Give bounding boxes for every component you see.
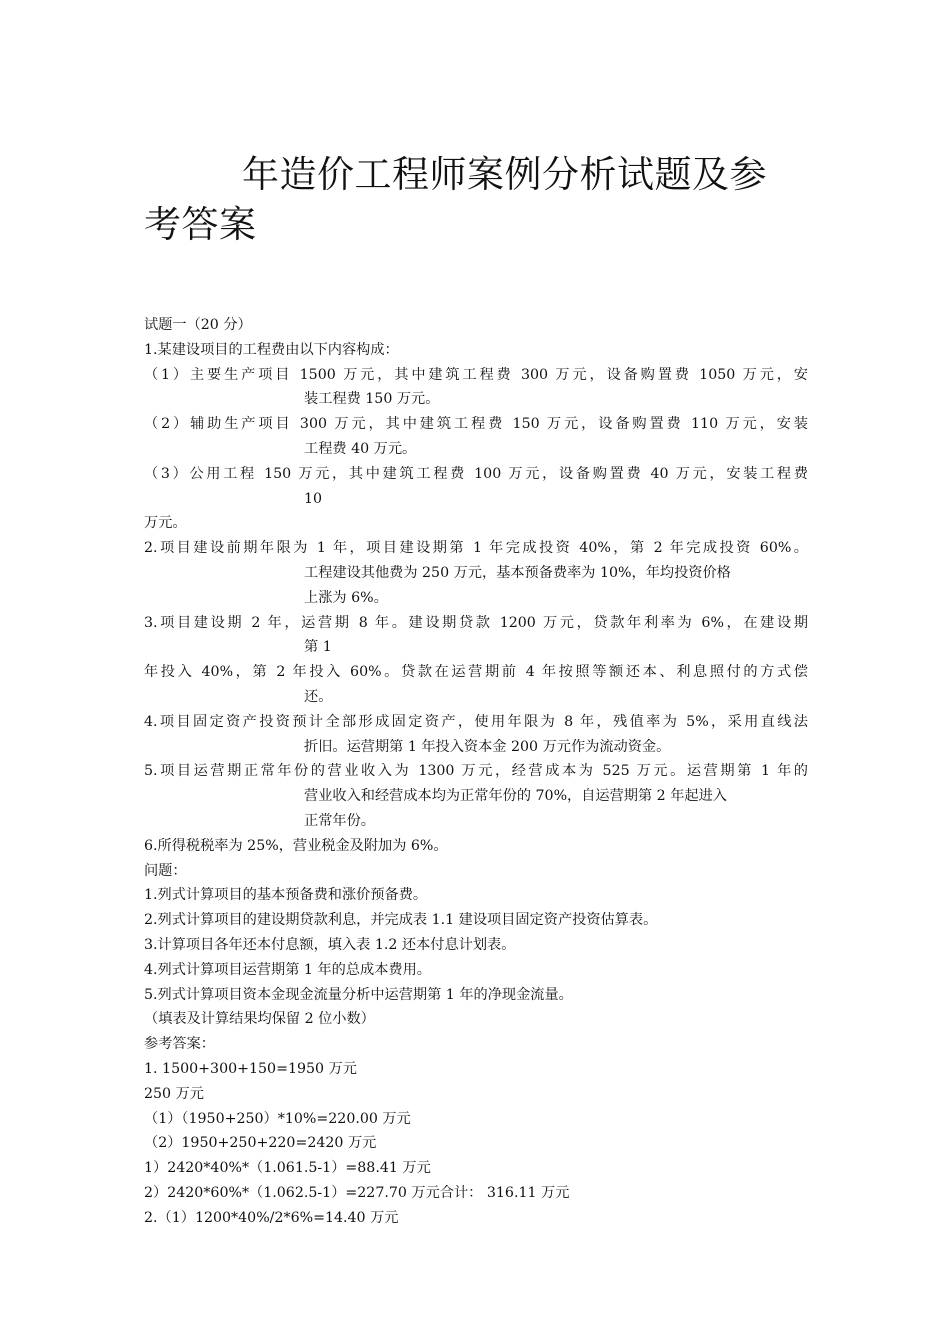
item-3-line-3: 万元。 <box>144 515 187 532</box>
point-2-line-2: 工程建设其他费为 250 万元，基本预备费率为 10%，年均投资价格 <box>304 564 731 581</box>
point-5-line-2: 营业收入和经营成本均为正常年份的 70%，自运营期第 2 年起进入 <box>304 788 727 805</box>
answer-line-7: 2.（1）1200*40%/2*6%=14.40 万元 <box>144 1209 399 1226</box>
point-4-line-1: 4.项目固定资产投资预计全部形成固定资产，使用年限为 8 年，残值率为 5%，采用直线法 <box>144 713 808 730</box>
question-5: 5.列式计算项目资本金现金流量分析中运营期第 1 年的净现金流量。 <box>144 986 573 1003</box>
point-3-line-4: 还。 <box>304 688 333 705</box>
answers-heading: 参考答案： <box>144 1036 215 1053</box>
point-3-line-1: 3.项目建设期 2 年，运营期 8 年。建设期贷款 1200 万元，贷款年利率为 6%，在建设期 <box>144 614 808 631</box>
questions-heading: 问题： <box>144 862 187 879</box>
answer-line-6: 2）2420*60%*（1.062.5-1）=227.70 万元合计： 316.11 万元 <box>144 1184 570 1201</box>
point-3-line-2: 第 1 <box>304 639 332 656</box>
question-2: 2.列式计算项目的建设期贷款利息，并完成表 1.1 建设项目固定资产投资估算表。 <box>144 912 658 929</box>
item-2-line-2: 工程费 40 万元。 <box>304 440 417 457</box>
document-title <box>144 150 804 250</box>
point-4-line-2: 折旧。运营期第 1 年投入资本金 200 万元作为流动资金。 <box>304 738 671 755</box>
intro-line: 1.某建设项目的工程费由以下内容构成： <box>144 341 399 358</box>
title-line-1: 年造价工程师案例分析试题及参 <box>242 153 767 196</box>
question-3: 3.计算项目各年还本付息额，填入表 1.2 还本付息计划表。 <box>144 936 516 953</box>
point-5-line-1: 5.项目运营期正常年份的营业收入为 1300 万元，经营成本为 525 万元。运营期第 1 年的 <box>144 763 808 780</box>
question-1: 1.列式计算项目的基本预备费和涨价预备费。 <box>144 887 428 904</box>
answer-line-4: （2）1950+250+220=2420 万元 <box>144 1135 377 1152</box>
section-heading: 试题一（20 分） <box>144 317 252 333</box>
item-3-line-1: （3）公用工程 150 万元，其中建筑工程费 100 万元，设备购置费 40 万元，安装工程费 <box>144 465 808 482</box>
item-2-line-1: （2）辅助生产项目 300 万元，其中建筑工程费 150 万元，设备购置费 110 万元，安装 <box>144 416 808 433</box>
point-2-line-3: 上涨为 6%。 <box>304 589 388 606</box>
document-body <box>144 313 808 1230</box>
title-line-2: 考答案 <box>144 203 257 246</box>
point-2-line-1: 2.项目建设前期年限为 1 年，项目建设期第 1 年完成投资 40%，第 2 年完成投资 60%。 <box>144 540 808 557</box>
answer-line-5: 1）2420*40%*（1.061.5-1）=88.41 万元 <box>144 1160 431 1177</box>
point-3-line-3: 年投入 40%，第 2 年投入 60%。贷款在运营期前 4 年按照等额还本、利息照付的方式偿 <box>144 664 808 681</box>
answer-line-1: 1. 1500+300+150=1950 万元 <box>144 1060 357 1077</box>
rounding-note: （填表及计算结果均保留 2 位小数） <box>144 1011 375 1028</box>
question-4: 4.列式计算项目运营期第 1 年的总成本费用。 <box>144 961 431 978</box>
point-6-line: 6.所得税税率为 25%，营业税金及附加为 6%。 <box>144 837 448 854</box>
item-3-line-2: 10 <box>304 490 323 507</box>
answer-line-2: 250 万元 <box>144 1085 204 1102</box>
item-1-line-2: 装工程费 150 万元。 <box>304 391 440 408</box>
answer-line-3: （1）（1950+250）*10%=220.00 万元 <box>144 1110 411 1127</box>
item-1-line-1: （1）主要生产项目 1500 万元，其中建筑工程费 300 万元，设备购置费 1050 万元，安 <box>144 366 808 383</box>
point-5-line-3: 正常年份。 <box>304 812 375 829</box>
